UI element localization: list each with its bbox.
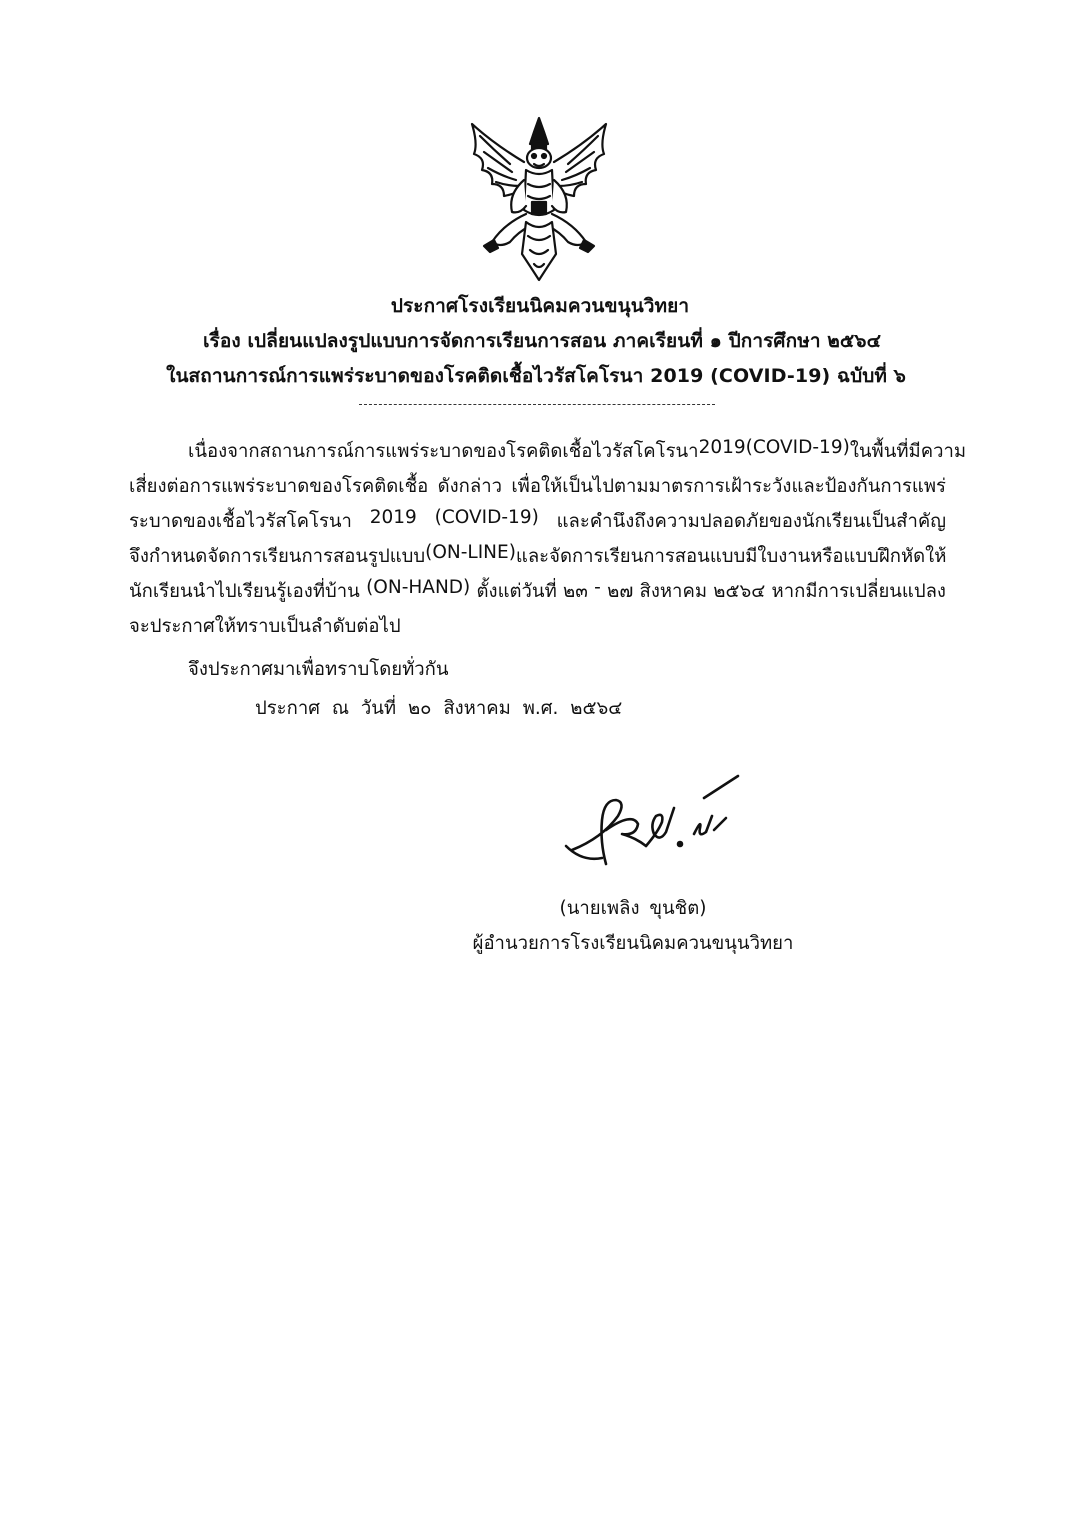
body-paragraph-line: จะประกาศให้ทราบเป็นลำดับต่อไป (129, 616, 401, 637)
body-paragraph-line (129, 577, 946, 606)
body-word: ๒๓ (563, 581, 588, 602)
body-word: ระบาดของเชื้อไวรัสโคโรนา (129, 511, 352, 532)
signer-name: (นายเพลิง ขุนชิต) (559, 898, 707, 919)
body-word: เพื่อให้เป็นไปตามมาตรการเฝ้าระวังและป้องกันการแพร่ (511, 476, 946, 497)
body-word: ๒๕๖๔ (713, 581, 766, 602)
signer-position: ผู้อำนวยการโรงเรียนนิคมควนขนุนวิทยา (472, 933, 794, 954)
announcement-date: ประกาศ ณ วันที่ ๒๐ สิงหาคม พ.ศ. ๒๕๖๔ (255, 698, 623, 719)
announcement-subject-continued: ในสถานการณ์การแพร่ระบาดของโรคติดเชื้อไวรัสโคโรนา 2019 (COVID-19) ฉบับที่ ๖ (166, 365, 906, 387)
body-word: (ON-LINE) (425, 542, 516, 563)
body-word: และคำนึงถึงความปลอดภัยของนักเรียนเป็นสำคัญ (556, 511, 946, 532)
body-word: ๒๗ (607, 581, 634, 602)
body-word: สิงหาคม (639, 581, 708, 602)
body-word: เสี่ยงต่อการแพร่ระบาดของโรคติดเชื้อ (129, 476, 429, 497)
body-paragraph-line (129, 542, 946, 571)
heading-divider (359, 404, 715, 405)
body-word: นักเรียนนำไปเรียนรู้เองที่บ้าน (129, 581, 360, 602)
body-word: 2019 (369, 507, 417, 528)
body-word: (ON-HAND) (366, 577, 471, 598)
body-word: เนื่องจากสถานการณ์การแพร่ระบาดของโรคติดเชื้อไวรัสโคโรนา (188, 441, 699, 462)
announcement-title: ประกาศโรงเรียนนิคมควนขนุนวิทยา (390, 295, 690, 317)
body-word: ในพื้นที่มีความ (849, 441, 967, 462)
body-word: (COVID-19) (745, 437, 850, 458)
handwritten-signature (562, 772, 742, 872)
body-word: และจัดการเรียนการสอนแบบมีใบงานหรือแบบฝึกหัดให้ (515, 546, 947, 567)
body-word: - (594, 577, 601, 598)
garuda-emblem-icon (464, 114, 614, 284)
body-paragraph-line (129, 472, 946, 501)
body-word: 2019 (698, 437, 746, 458)
body-word: (COVID-19) (434, 507, 539, 528)
closing-statement: จึงประกาศมาเพื่อทราบโดยทั่วกัน (188, 659, 449, 680)
body-word: หากมีการเปลี่ยนแปลง (771, 581, 946, 602)
announcement-subject: เรื่อง เปลี่ยนแปลงรูปแบบการจัดการเรียนการสอน ภาคเรียนที่ ๑ ปีการศึกษา ๒๕๖๔ (202, 330, 882, 352)
body-word: จึงกำหนดจัดการเรียนการสอนรูปแบบ (129, 546, 426, 567)
body-paragraph-line (129, 507, 946, 536)
body-word: ตั้งแต่วันที่ (476, 581, 557, 602)
body-paragraph-line (188, 437, 967, 466)
body-word: ดังกล่าว (437, 476, 502, 497)
